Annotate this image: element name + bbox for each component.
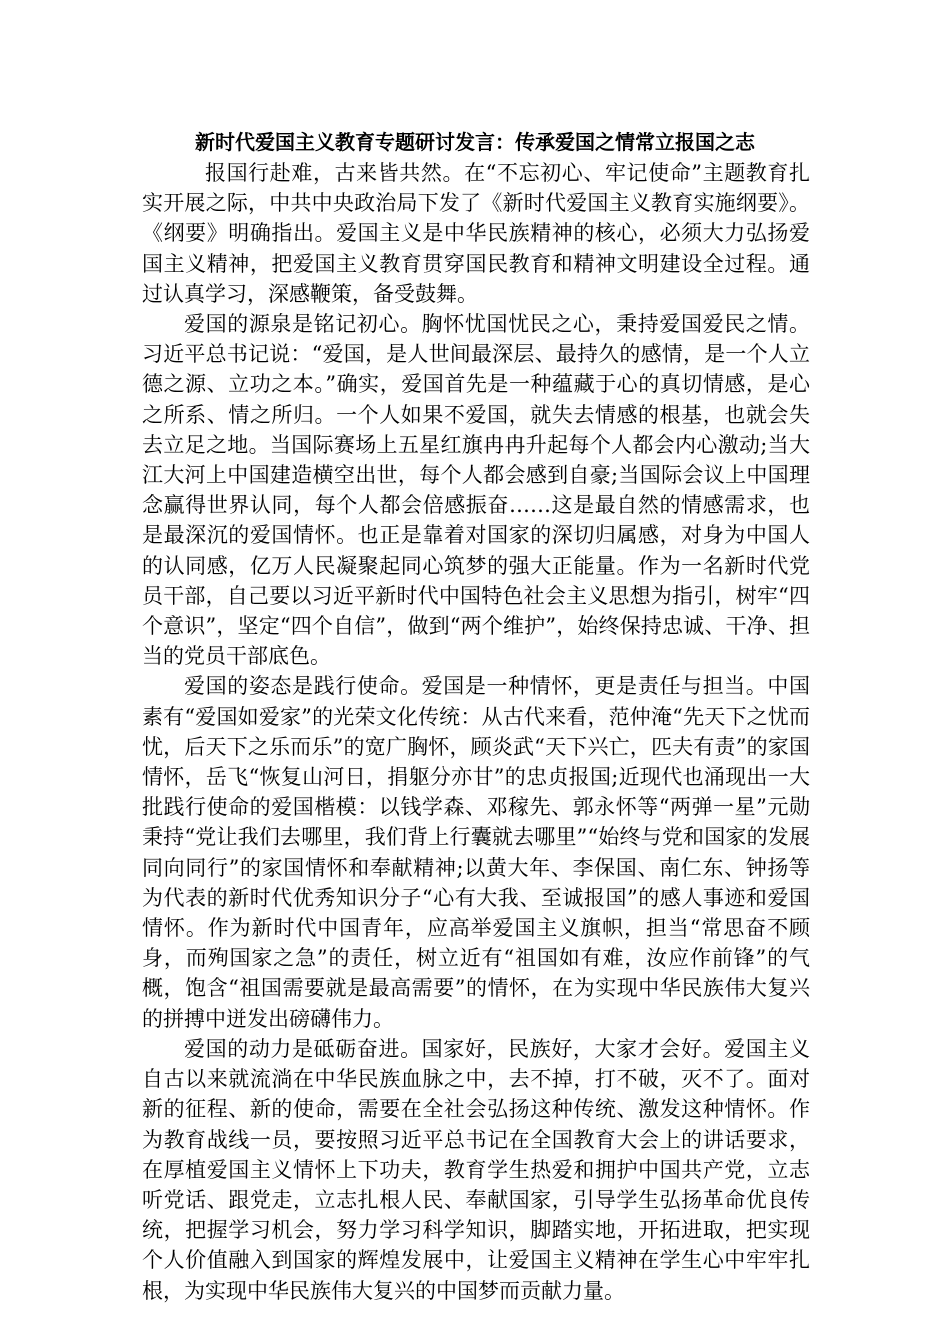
paragraph-posture-of-patriotism: 爱国的姿态是践行使命。爱国是一种情怀，更是责任与担当。中国素有“爱国如爱家”的光荣文化传统：从古代来看，范仲淹“先天下之忧而忧，后天下之乐而乐”的宽广胸怀，顾炎武“天下兴亡，匹夫有责”的家国情怀，岳飞“恢复山河日，捐躯分亦甘”的忠贞报国;近现代也涌现出一大批践行使命的爱国楷模：以钱学森、邓稼先、郭永怀等“两弹一星”元勋秉持“党让我们去哪里，我们背上行囊就去哪里”“始终与党和国家的发展同向同行”的家国情怀和奉献精神;以黄大年、李保国、南仁东、钟扬等为代表的新时代优秀知识分子“心有大我、至诚报国”的感人事迹和爱国情怀。作为新时代中国青年，应高举爱国主义旗帜，担当“常思奋不顾身，而殉国家之急”的责任，树立近有“祖国如有难，汝应作前锋”的气概，饱含“祖国需要就是最高需要”的情怀，在为实现中华民族伟大复兴的拼搏中迸发出磅礴伟力。 — [142, 674, 810, 1031]
document-body — [142, 158, 810, 1306]
paragraph-motivation-of-patriotism: 爱国的动力是砥砺奋进。国家好，民族好，大家才会好。爱国主义自古以来就流淌在中华民族血脉之中，去不掉，打不破，灭不了。面对新的征程、新的使命，需要在全社会弘扬这种传统、激发这种情怀。作为教育战线一员，要按照习近平总书记在全国教育大会上的讲话要求，在厚植爱国主义情怀上下功夫，教育学生热爱和拥护中国共产党，立志听党话、跟党走，立志扎根人民、奉献国家，引导学生弘扬革命优良传统，把握学习机会，努力学习科学知识，脚踏实地，开拓进取，把实现个人价值融入到国家的辉煌发展中，让爱国主义精神在学生心中牢牢扎根，为实现中华民族伟大复兴的中国梦而贡献力量。 — [142, 1036, 810, 1303]
paragraph-source-of-patriotism: 爱国的源泉是铭记初心。胸怀忧国忧民之心，秉持爱国爱民之情。习近平总书记说：“爱国，是人世间最深层、最持久的感情，是一个人立德之源、立功之本。”确实，爱国首先是一种蕴藏于心的真切情感，是心之所系、情之所归。一个人如果不爱国，就失去情感的根基，也就会失去立足之地。当国际赛场上五星红旗冉冉升起每个人都会内心激动;当大江大河上中国建造横空出世，每个人都会感到自豪;当国际会议上中国理念赢得世界认同，每个人都会倍感振奋……这是最自然的情感需求，也是最深沉的爱国情怀。也正是靠着对国家的深切归属感，对身为中国人的认同感，亿万人民凝聚起同心筑梦的强大正能量。作为一名新时代党员干部，自己要以习近平新时代中国特色社会主义思想为指引，树牢“四个意识”，坚定“四个自信”，做到“两个维护”，始终保持忠诚、干净、担当的党员干部底色。 — [142, 312, 810, 669]
paragraph-intro: 报国行赴难，古来皆共然。在“不忘初心、牢记使命”主题教育扎实开展之际，中共中央政治局下发了《新时代爱国主义教育实施纲要》。《纲要》明确指出。爱国主义是中华民族精神的核心，必须大力弘扬爱国主义精神，把爱国主义教育贯穿国民教育和精神文明建设全过程。通过认真学习，深感鞭策，备受鼓舞。 — [142, 161, 810, 306]
document-title: 新时代爱国主义教育专题研讨发言：传承爱国之情常立报国之志 — [195, 130, 755, 154]
